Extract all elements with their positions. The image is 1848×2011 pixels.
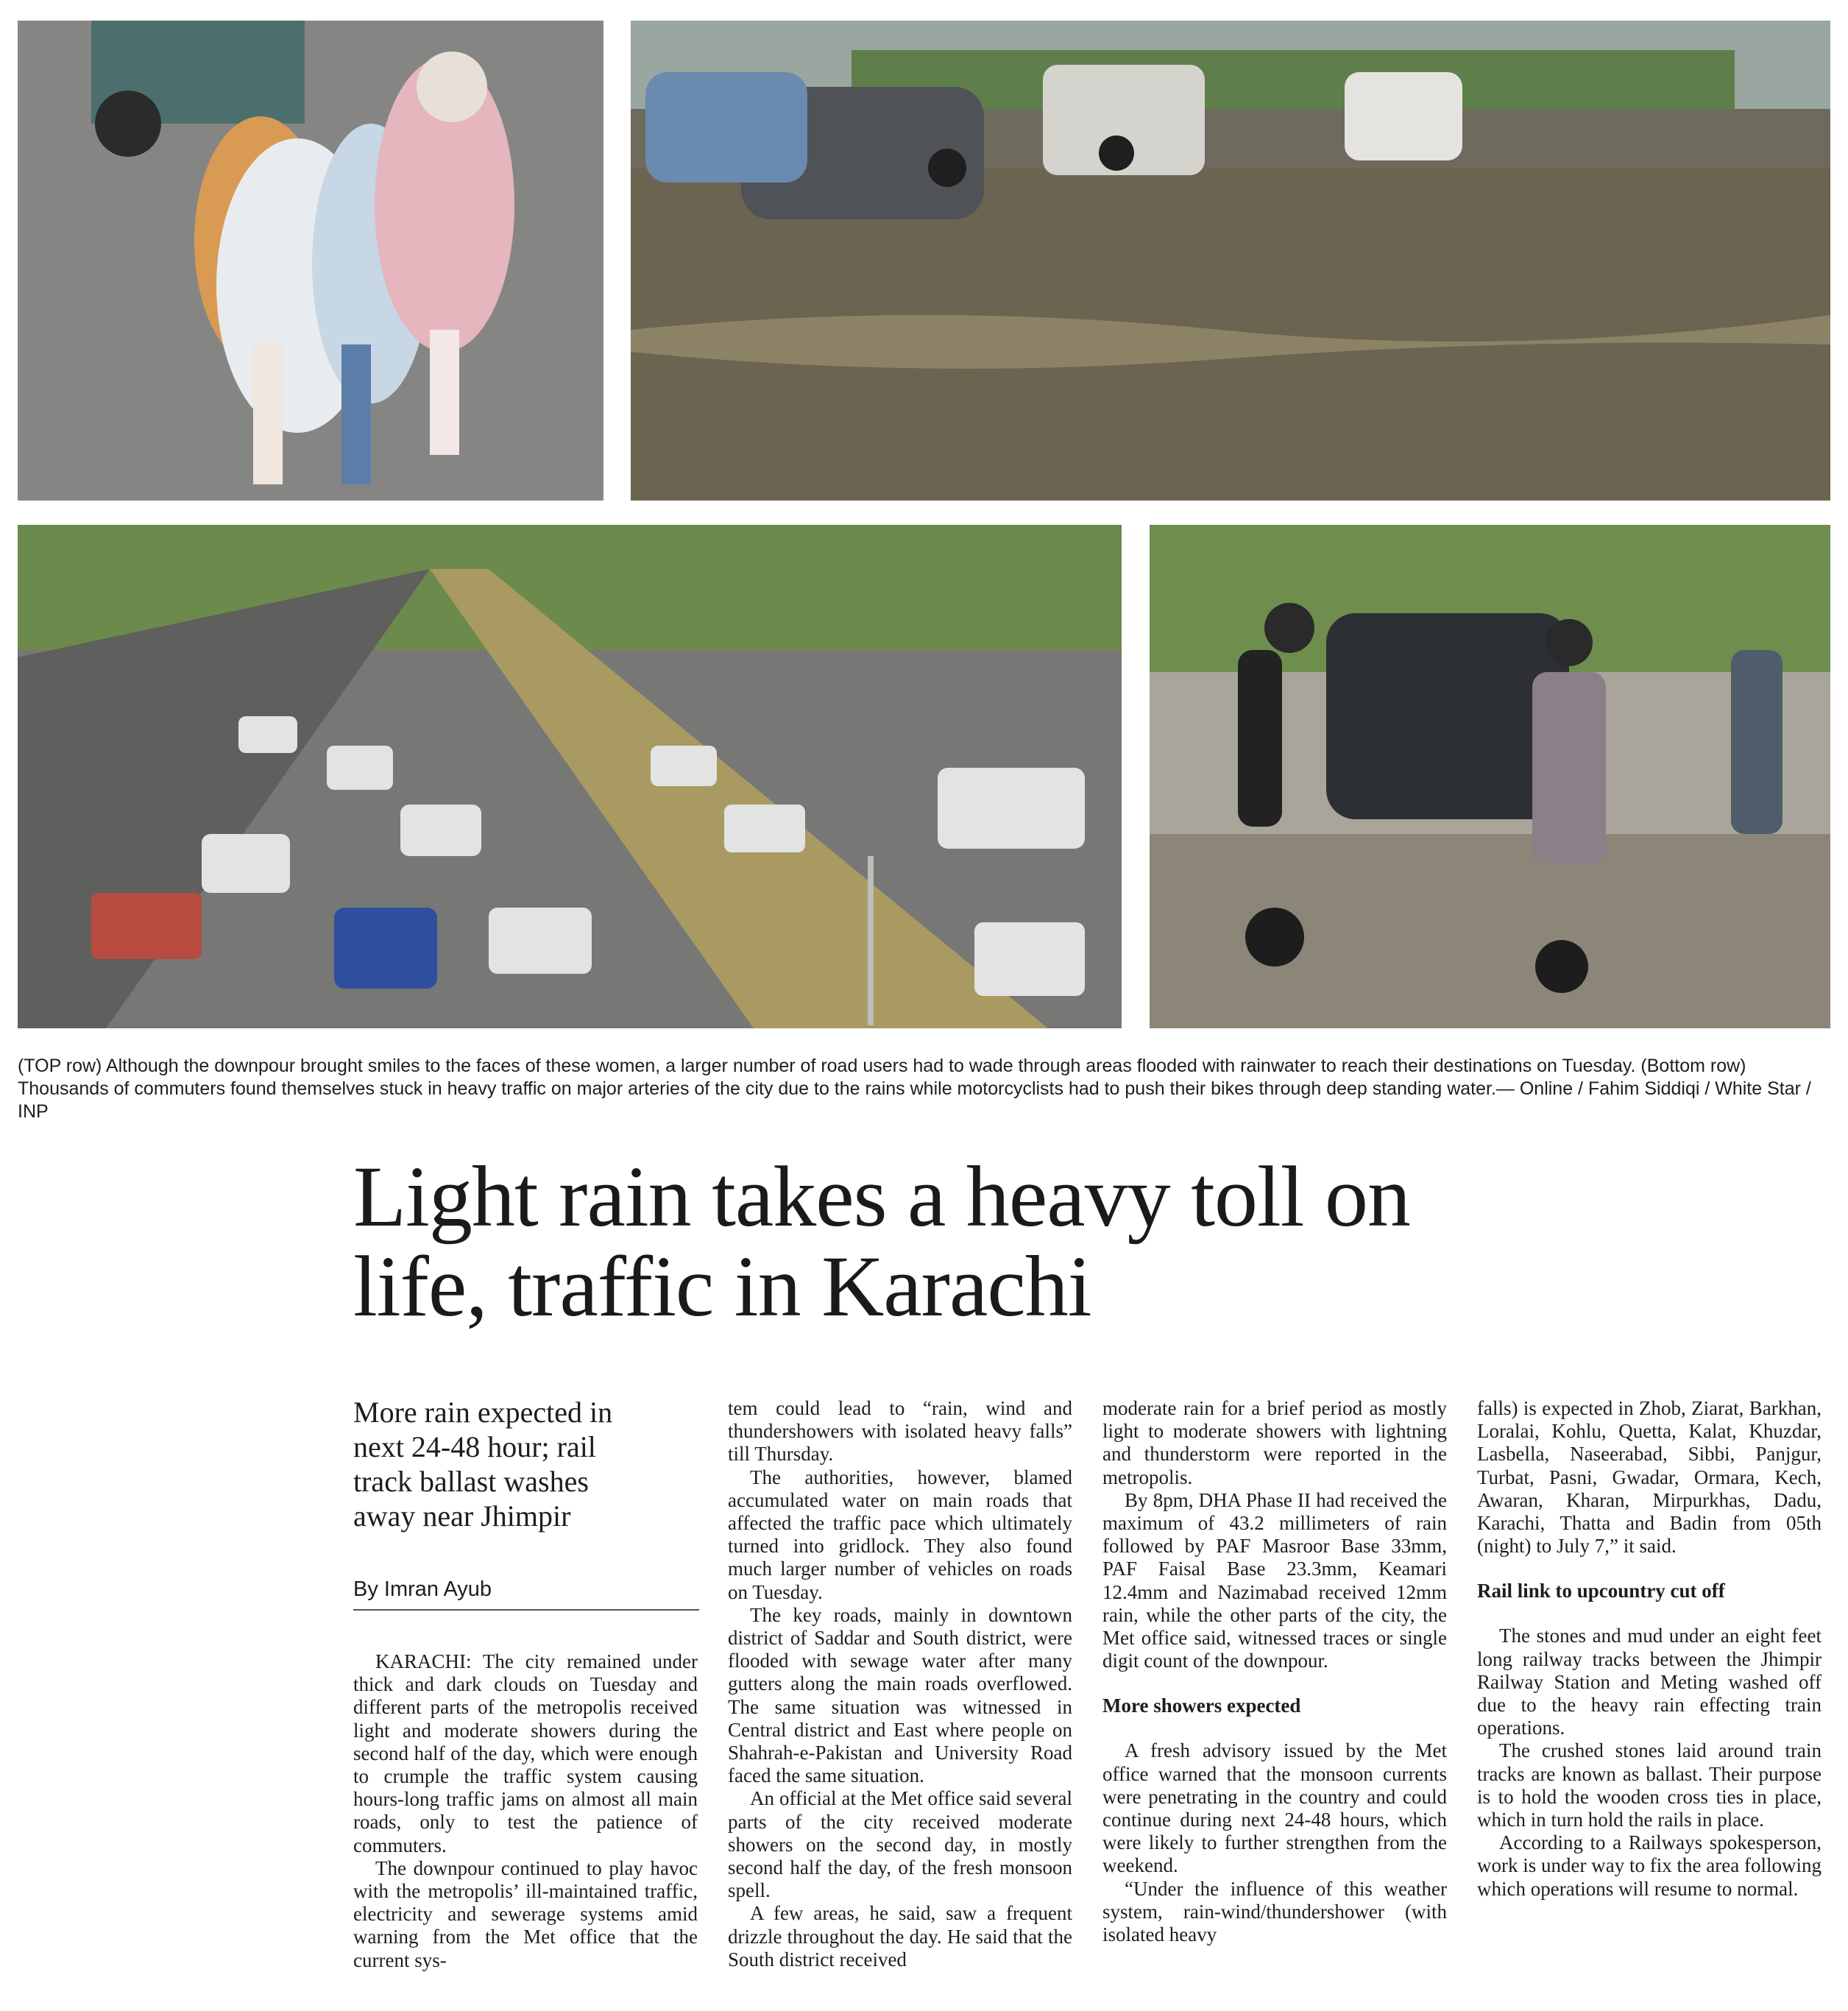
paragraph: “Under the influence of this weather system, rain-wind/thundershower (with isolated heavy	[1102, 1877, 1447, 1946]
paragraph: A fresh advisory issued by the Met office warned that the monsoon currents were penetrating in the country and could continue during next 24-48 hours, which were likely to further strengthen from the weekend.	[1102, 1739, 1447, 1877]
photo-pushing-bikes	[1150, 525, 1830, 1028]
paragraph: The crushed stones laid around train tracks are known as ballast. Their purpose is to hold the wooden cross ties in place, which in turn hold the rails in place.	[1477, 1739, 1822, 1831]
headline	[353, 1148, 1752, 1335]
paragraph: KARACHI: The city remained under thick and dark clouds on Tuesday and different parts of the metropolis received light and moderate showers during the second half of the day, which were enough to crumple the traffic system causing hours-long traffic jams on almost all main roads, only to test the patience of commuters.	[353, 1650, 698, 1856]
paragraph: According to a Railways spokesperson, work is under way to fix the area following which operations will resume to normal.	[1477, 1831, 1822, 1900]
paragraph: The authorities, however, blamed accumulated water on main roads that affected the traffic pace which ultimately turned into gridlock. They also found much larger number of vehicles on roads on Tuesday.	[728, 1466, 1072, 1603]
subhead-line-3: track ballast washes	[353, 1465, 589, 1498]
photo-flooded-road	[631, 21, 1830, 501]
subhead-line-2: next 24-48 hour; rail	[353, 1430, 596, 1463]
article-column-4	[1477, 1397, 1822, 1901]
section-heading: Rail link to upcountry cut off	[1477, 1580, 1725, 1602]
subhead-line-4: away near Jhimpir	[353, 1499, 571, 1533]
section-heading: More showers expected	[1102, 1694, 1301, 1717]
subhead-line-1: More rain expected in	[353, 1396, 613, 1429]
flooded-road-illustration	[631, 21, 1830, 501]
paragraph: By 8pm, DHA Phase II had received the maximum of 43.2 millimeters of rain followed by PAF Masroor Base 33mm, PAF Faisal Base 23.3mm, Keamari 12.4mm and Nazimabad received 12mm rain, while the other parts of the city, the Met office said, witnessed traces or single digit count of the downpour.	[1102, 1488, 1447, 1672]
article-column-1	[353, 1650, 698, 1972]
article-column-3	[1102, 1397, 1447, 1946]
photo-traffic-jam	[18, 525, 1122, 1028]
paragraph: An official at the Met office said several parts of the city received moderate showers on the second day, in mostly second half the day, of the fresh monsoon spell.	[728, 1787, 1072, 1902]
paragraph: The stones and mud under an eight feet long railway tracks between the Jhimpir Railway Station and Meting washed off due to the heavy rain effecting train operations.	[1477, 1625, 1822, 1739]
paragraph: falls) is expected in Zhob, Ziarat, Barkhan, Loralai, Kohlu, Quetta, Kalat, Khuzdar, Lasbella, Naseerabad, Sibbi, Panjgur, Turbat, Pasni, Gwadar, Ormara, Kech, Awaran, Kharan, Mirpurkhas, Dadu, Karachi, Thatta and Badin from 05th (night) to July 7,” it said.	[1477, 1397, 1822, 1558]
headline-line-1: Light rain takes a heavy toll on	[353, 1148, 1411, 1245]
pushing-bikes-illustration	[1150, 525, 1830, 1028]
subheadline	[353, 1395, 684, 1533]
article-column-2	[728, 1397, 1072, 1971]
rain-women-illustration	[18, 21, 603, 501]
headline-line-2: life, traffic in Karachi	[353, 1238, 1091, 1335]
paragraph: The key roads, mainly in downtown district of Saddar and South district, were flooded with sewage water after many gutters along the main roads overflowed. The same situation was witnessed in Central district and East where people on Shahrah-e-Pakistan and University Road faced the same situation.	[728, 1603, 1072, 1787]
traffic-jam-illustration	[18, 525, 1122, 1028]
paragraph: A few areas, he said, saw a frequent drizzle throughout the day. He said that the South district received	[728, 1902, 1072, 1971]
paragraph: The downpour continued to play havoc with the metropolis’ ill-maintained traffic, electricity and sewerage systems amid warning from the Met office that the current sys-	[353, 1856, 698, 1971]
byline: By Imran Ayub	[353, 1577, 699, 1611]
photo-caption: (TOP row) Although the downpour brought smiles to the faces of these women, a larger number of road users had to wade through areas flooded with rainwater to reach their destinations on Tuesday. (Bottom row) Thousands of commuters found themselves stuck in heavy traffic on major arteries of the city due to the rains while motorcyclists had to push their bikes through deep standing water.— Online / Fahim Siddiqi / White Star / INP	[18, 1056, 1811, 1122]
paragraph: tem could lead to “rain, wind and thundershowers with isolated heavy falls” till Thursday.	[728, 1397, 1072, 1466]
paragraph: moderate rain for a brief period as mostly light to moderate showers with lightning and thunderstorm were reported in the metropolis.	[1102, 1397, 1447, 1488]
photo-women-in-rain	[18, 21, 603, 501]
